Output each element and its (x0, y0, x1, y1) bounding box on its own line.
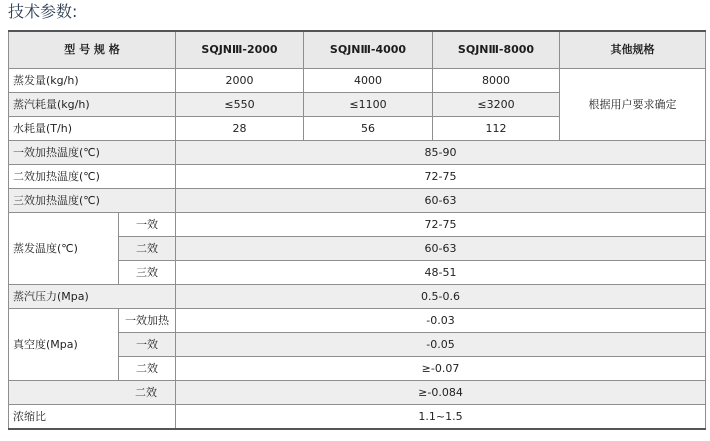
table-row (9, 381, 706, 405)
sub-label: 一效 (119, 213, 176, 237)
cell-value: -0.05 (176, 333, 706, 357)
table-row (9, 69, 706, 93)
table-row (9, 165, 706, 189)
table-row (9, 213, 706, 237)
row-label-evaporation: 蒸发量(kg/h) (9, 69, 176, 93)
cell-value: 0.5-0.6 (176, 285, 706, 309)
cell-value: 112 (433, 117, 560, 141)
cell-value: 85-90 (176, 141, 706, 165)
header-row (9, 31, 706, 69)
cell-value: 2000 (176, 69, 304, 93)
sub-label: 二效 (119, 357, 176, 381)
header-model-label: 型 号 规 格 (9, 31, 176, 69)
row-label-water: 水耗量(T/h) (9, 117, 176, 141)
header-other: 其他规格 (560, 31, 706, 69)
row-label-heat2: 二效加热温度(℃) (9, 165, 176, 189)
row-label-heat1: 一效加热温度(℃) (9, 141, 176, 165)
row-label-concentration: 浓缩比 (9, 405, 176, 430)
cell-value: 48-51 (176, 261, 706, 285)
sub-label: 一效 (119, 333, 176, 357)
row-label-extra: 二效 (9, 381, 176, 405)
table-row (9, 405, 706, 430)
table-row (9, 285, 706, 309)
cell-value: 56 (304, 117, 433, 141)
cell-value: ≤1100 (304, 93, 433, 117)
header-col-2000: SQJNⅢ-2000 (176, 31, 304, 69)
row-label-vacuum: 真空度(Mpa) (9, 309, 119, 381)
cell-value: ≥-0.084 (176, 381, 706, 405)
cell-value: -0.03 (176, 309, 706, 333)
cell-value: 72-75 (176, 213, 706, 237)
row-label-steam-pressure: 蒸汽压力(Mpa) (9, 285, 176, 309)
cell-value: 28 (176, 117, 304, 141)
header-col-4000: SQJNⅢ-4000 (304, 31, 433, 69)
sub-label: 三效 (119, 261, 176, 285)
page-title: 技术参数: (8, 2, 78, 21)
table-row (9, 309, 706, 333)
table-row (9, 189, 706, 213)
row-label-steam: 蒸汽耗量(kg/h) (9, 93, 176, 117)
cell-value: ≤3200 (433, 93, 560, 117)
row-label-heat3: 三效加热温度(℃) (9, 189, 176, 213)
cell-value: ≥-0.07 (176, 357, 706, 381)
cell-value: 60-63 (176, 237, 706, 261)
sub-label: 二效 (119, 237, 176, 261)
spec-table (8, 30, 706, 430)
cell-value: 1.1~1.5 (176, 405, 706, 430)
row-label-evap-temp: 蒸发温度(℃) (9, 213, 119, 285)
cell-value: ≤550 (176, 93, 304, 117)
header-col-8000: SQJNⅢ-8000 (433, 31, 560, 69)
cell-value: 4000 (304, 69, 433, 93)
cell-value: 72-75 (176, 165, 706, 189)
table-row (9, 141, 706, 165)
sub-label: 一效加热 (119, 309, 176, 333)
other-spec-note: 根据用户要求确定 (560, 69, 706, 141)
cell-value: 8000 (433, 69, 560, 93)
cell-value: 60-63 (176, 189, 706, 213)
